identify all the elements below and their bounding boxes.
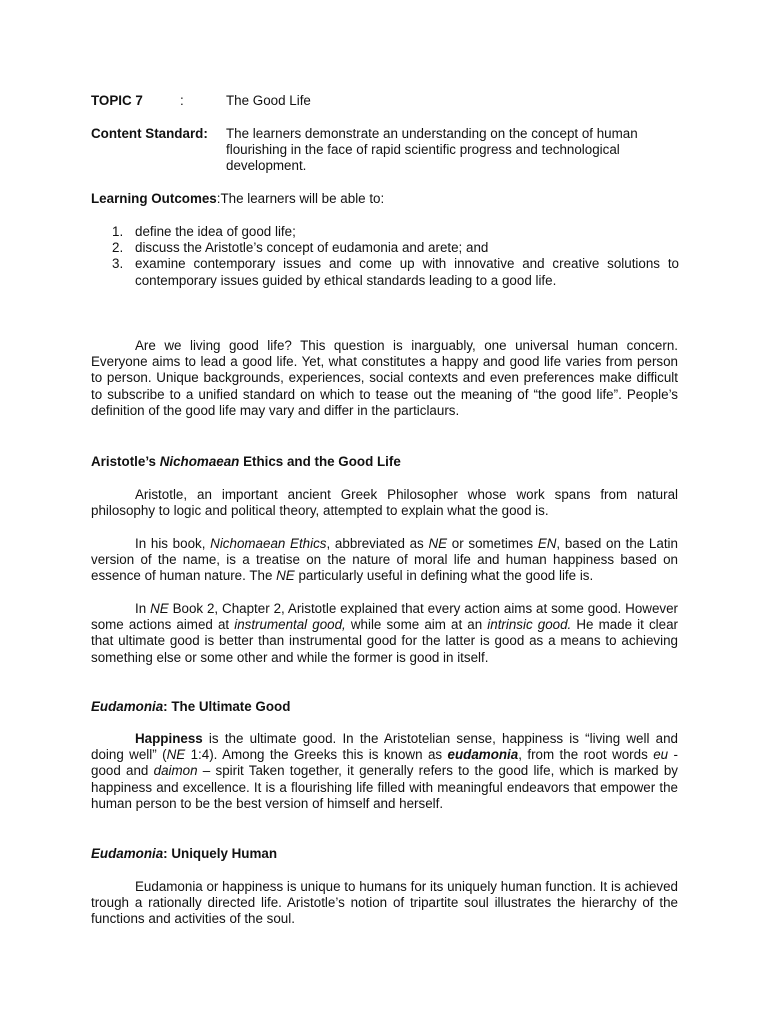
heading-part: : Uniquely Human [163, 846, 277, 861]
text-run: , from the root words [518, 747, 654, 763]
paragraph-text: Eudamonia or happiness is unique to humans for its uniquely human function. It is achieved trough a rationally directed life. Aristotle’s notion of tripartite soul illustrates the hierarchy of the functions and activities of the soul. [91, 879, 678, 927]
text-run-italic: NE [150, 601, 169, 616]
text-run: - good and [91, 747, 678, 779]
list-item [91, 224, 679, 240]
paragraph-text: Aristotle, an important ancient Greek Philosopher whose work spans from natural philosophy to logic and political theory, attempted to explain what the good is. [91, 487, 678, 519]
paragraph-uniquely-human [91, 879, 678, 928]
text-run: while some aim at an [345, 617, 488, 633]
text-run-italic: NE [428, 536, 448, 551]
text-run: – spirit Taken together, it generally refers to the good life, which is marked by happiness and excellence. It is a flourishing life filled with meaningful endeavors that empower the human person to be the best version of himself and herself. [91, 763, 678, 811]
outcomes-list [91, 224, 679, 289]
heading-part: Ethics and the Good Life [239, 454, 401, 469]
heading-part: : The Ultimate Good [163, 699, 291, 714]
section-heading-ultimate-good [91, 699, 290, 715]
learning-outcomes-label: Learning Outcomes [91, 191, 217, 206]
list-item-number: 3. [112, 256, 124, 272]
text-run: In his book, [135, 536, 211, 551]
text-run: particularly useful in defining what the good life is. [294, 568, 594, 584]
topic-colon: : [180, 93, 184, 108]
paragraph-ne-book2 [91, 601, 678, 666]
section-heading-nichomaean [91, 454, 401, 470]
heading-part-italic: Eudamonia [91, 846, 164, 861]
paragraph-nichomaean-book [91, 536, 678, 585]
learning-outcomes-line [91, 191, 384, 207]
text-run: , based on the Latin version of the name, is a treatise on the nature of moral life and human happiness based on essence of human nature. The [91, 536, 678, 584]
text-run: , abbreviated as [326, 536, 429, 551]
content-standard-text: The learners demonstrate an understanding on the concept of human flourishing in the face of rapid scientific progress and technological development. [226, 126, 638, 174]
list-item-number: 1. [112, 224, 124, 239]
list-item-text: define the idea of good life; [135, 224, 296, 239]
paragraph-aristotle-intro [91, 487, 678, 519]
list-item [91, 240, 679, 256]
text-run-italic: EN [537, 536, 557, 551]
text-run-bold: Happiness [135, 731, 203, 746]
text-run-bold-italic: eudamonia [447, 747, 519, 763]
text-run-italic: Nichomaean Ethics [210, 536, 327, 551]
text-run-italic: NE [166, 747, 186, 763]
paragraph-happiness [91, 731, 678, 812]
text-run-italic: intrinsic good. [487, 617, 572, 633]
content-standard-label: Content Standard: [91, 126, 208, 141]
heading-part: Aristotle’s [91, 454, 160, 469]
text-run-italic: daimon [153, 763, 198, 779]
list-item [91, 256, 679, 288]
heading-part-italic: Eudamonia [91, 699, 164, 714]
text-run: Book 2, Chapter 2, Aristotle explained that every action aims at some good. However some actions aimed at [91, 601, 678, 633]
topic-title: The Good Life [226, 93, 311, 108]
list-item-text: discuss the Aristotle’s concept of eudamonia and arete; and [135, 240, 489, 256]
text-run: is the ultimate good. In the Aristotelian sense, happiness is “living well and doing well” ( [91, 731, 678, 763]
topic-label: TOPIC 7 [91, 93, 143, 108]
text-run: He made it clear that ultimate good is better than instrumental good for the latter is good as a means to achieving something else or some other and while the former is good in itself. [91, 617, 678, 665]
list-item-number: 2. [112, 240, 124, 256]
text-run-italic: eu [653, 747, 669, 763]
text-run: 1:4). Among the Greeks this is known as [185, 747, 448, 763]
intro-paragraph [91, 338, 678, 419]
text-run: In [135, 601, 151, 616]
text-run-italic: NE [276, 568, 295, 584]
section-heading-uniquely-human [91, 846, 277, 862]
text-run: or sometimes [447, 536, 538, 551]
learning-outcomes-text: :The learners will be able to: [216, 191, 385, 206]
list-item-text: examine contemporary issues and come up with innovative and creative solutions to contemporary issues guided by ethical standards leading to a good life. [135, 256, 679, 288]
heading-part-italic: Nichomaean [159, 454, 240, 469]
intro-paragraph-text: Are we living good life? This question is inarguably, one universal human concern. Everyone aims to lead a good life. Yet, what constitutes a happy and good life varies from person to person. Unique backgrounds, experiences, social contexts and even preferences make difficult to subscribe to a unified standard on which to tease out the meaning of “the good life”. People’s definition of the good life may vary and differ in the particlaurs. [91, 338, 678, 418]
text-run-italic: instrumental good, [234, 617, 346, 633]
